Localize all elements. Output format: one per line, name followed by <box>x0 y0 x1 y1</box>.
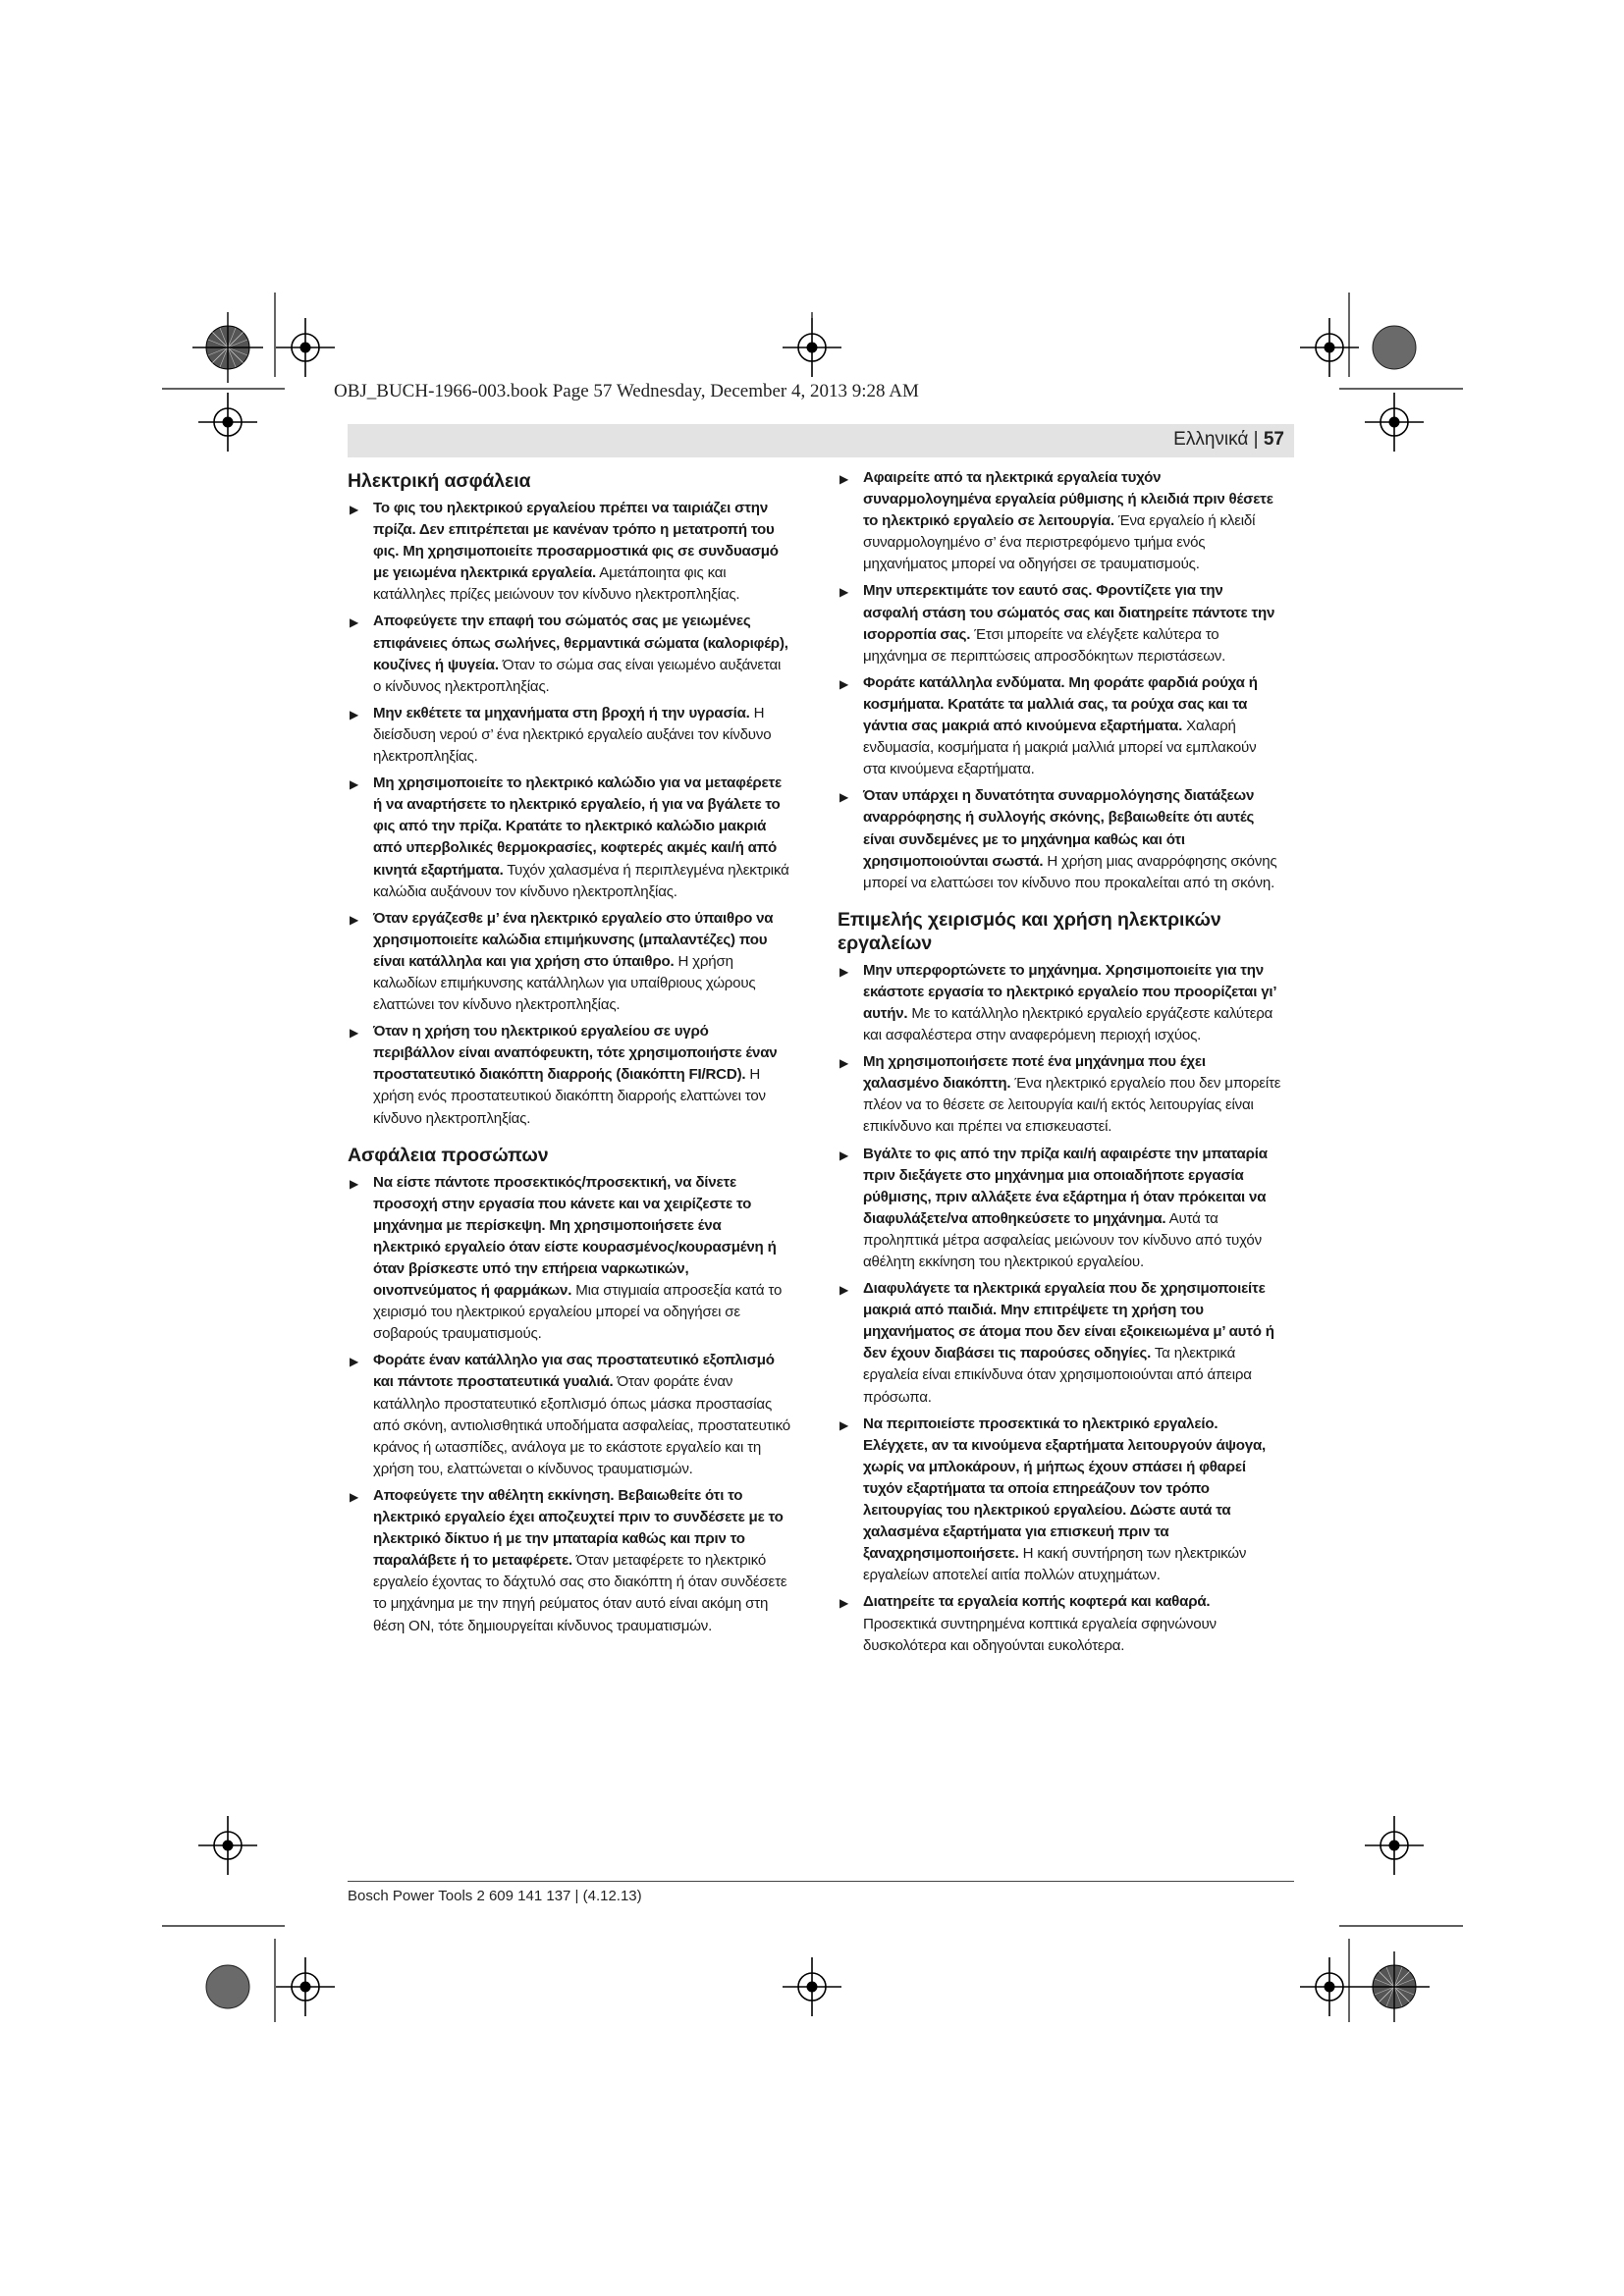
bullet-arrow-icon: ▶ <box>839 1596 849 1611</box>
safety-item <box>838 672 1281 780</box>
safety-item-explanation: Αμετάποιητα φις και κατάλληλες πρίζες μειώνουν τον κίνδυνο ηλεκτροπληξίας. <box>373 564 740 604</box>
bullet-arrow-icon: ▶ <box>839 472 849 486</box>
bullet-arrow-icon: ▶ <box>350 503 359 516</box>
safety-item-instruction: Διαφυλάγετε τα ηλεκτρικά εργαλεία που δε χρησιμοποιείτε μακριά από παιδιά. Μην επιτρέψετε τη χρήση του μηχανήματος σε άτομα που δεν είναι εξοικειωμένα μ’ αυτό ή δεν έχουν διαβάσει τις παρούσες οδηγίες. <box>863 1280 1274 1362</box>
safety-item-instruction: Μη χρησιμοποιήσετε ποτέ ένα μηχάνημα που έχει χαλασμένο διακόπτη. <box>863 1053 1206 1093</box>
section-heading: Ασφάλεια προσώπων <box>348 1144 549 1166</box>
safety-item-explanation: Έτσι μπορείτε να ελέγξετε καλύτερα το μηχάνημα σε περιπτώσεις απροσδόκητων περιστάσεων. <box>863 625 1226 665</box>
safety-item-instruction: Αποφεύγετε την επαφή του σώματός σας με γειωμένες επιφάνειες όπως σωλήνες, θερμαντικά σώματα (καλοριφέρ), κουζίνες ή ψυγεία. <box>373 613 788 673</box>
bullet-arrow-icon: ▶ <box>839 1056 849 1071</box>
bullet-arrow-icon: ▶ <box>839 1283 849 1298</box>
bullet-arrow-icon: ▶ <box>839 964 849 979</box>
safety-item-instruction: Φοράτε έναν κατάλληλο για σας προστατευτικό εξοπλισμό και πάντοτε προστατευτικά γυαλιά. <box>373 1352 775 1391</box>
safety-item <box>838 1144 1281 1274</box>
safety-item-instruction: Φοράτε κατάλληλα ενδύματα. Μη φοράτε φαρδιά ρούχα ή κοσμήματα. Κρατάτε τα μαλλιά σας, τα ρούχα σας και τα γάντια σας μακριά από κινούμενα εξαρτήματα. <box>863 673 1258 735</box>
safety-item <box>348 1485 791 1637</box>
safety-item <box>348 773 791 903</box>
safety-item <box>838 580 1281 667</box>
section-heading: Ηλεκτρική ασφάλεια <box>348 470 531 492</box>
safety-item-instruction: Μη χρησιμοποιείτε το ηλεκτρικό καλώδιο για να μεταφέρετε ή να αναρτήσετε το ηλεκτρικό εργαλείο, ή για να βγάλετε το φις από την πρίζα. Κρατάτε το ηλεκτρικό καλώδιο μακριά από υπερβολικές θερμοκρασίες, κοφτερές ακμές και/ή από κινητά εξαρτήματα. <box>373 774 782 879</box>
bullet-arrow-icon: ▶ <box>839 585 849 600</box>
safety-item <box>838 1414 1281 1587</box>
bullet-arrow-icon: ▶ <box>350 777 359 792</box>
bullet-arrow-icon: ▶ <box>350 1355 359 1369</box>
safety-item-instruction: Το φις του ηλεκτρικού εργαλείου πρέπει να ταιριάζει στην πρίζα. Δεν επιτρέπεται με κανέναν τρόπο η μετατροπή του φις. Μη χρησιμοποιείτε προσαρμοστικά φις σε συνδυασμό με γειωμένα ηλεκτρικά εργαλεία. <box>373 500 779 582</box>
bullet-arrow-icon: ▶ <box>839 790 849 805</box>
safety-item-explanation: Η κακή συντήρηση των ηλεκτρικών εργαλείων αποτελεί αιτία πολλών ατυχημάτων. <box>863 1545 1247 1584</box>
safety-item-instruction: Όταν υπάρχει η δυνατότητα συναρμολόγησης διατάξεων αναρρόφησης ή συλλογής σκόνης, βεβαιωθείτε ότι αυτές είναι συνδεμένες με το μηχάνημα καθώς και ότι χρησιμοποιούνται σωστά. <box>863 787 1255 870</box>
footer: Bosch Power Tools 2 609 141 137 | (4.12.13) <box>348 1888 642 1904</box>
safety-item <box>838 467 1281 575</box>
safety-item-instruction: Μην υπερεκτιμάτε τον εαυτό σας. Φροντίζετε για την ασφαλή στάση του σώματός σας και διατηρείτε πάντοτε την ισορροπία σας. <box>863 582 1275 643</box>
safety-item <box>348 703 791 768</box>
safety-item-explanation: Με το κατάλληλο ηλεκτρικό εργαλείο εργάζεστε καλύτερα και ασφαλέστερα στην αναφερόμενη περιοχή ισχύος. <box>863 1004 1273 1044</box>
safety-item-instruction: Αφαιρείτε από τα ηλεκτρικά εργαλεία τυχόν συναρμολογημένα εργαλεία ρύθμισης ή κλειδιά πριν θέσετε το ηλεκτρικό εργαλείο σε λειτουργία. <box>863 469 1273 530</box>
safety-item-instruction: Μην εκθέτετε τα μηχανήματα στη βροχή ή την υγρασία. <box>373 704 750 721</box>
print-header: OBJ_BUCH-1966-003.book Page 57 Wednesday, December 4, 2013 9:28 AM <box>334 381 919 401</box>
safety-item-explanation: Τα ηλεκτρικά εργαλεία είναι επικίνδυνα όταν χρησιμοποιούνται από άπειρα πρόσωπα. <box>863 1345 1252 1406</box>
safety-item-instruction: Να περιποιείστε προσεκτικά το ηλεκτρικό εργαλείο. Ελέγχετε, αν τα κινούμενα εξαρτήματα λειτουργούν άψογα, χωρίς να μπλοκάρουν, ή μήπως έχουν σπάσει ή φθαρεί τυχόν εξαρτήματα τα οποία επηρεάζουν τον τρόπο λειτουργίας του ηλεκτρικού εργαλείου. Δώστε αυτά τα χαλασμένα εξαρτήματα για επισκευή πριν τα ξαναχρησιμοποιήσετε. <box>863 1415 1267 1563</box>
safety-item-explanation: Η χρήση καλωδίων επιμήκυνσης κατάλληλων για υπαίθριους χώρους ελαττώνει τον κίνδυνο ηλεκτροπληξίας. <box>373 952 756 1014</box>
safety-item-instruction: Όταν εργάζεσθε μ’ ένα ηλεκτρικό εργαλείο στο ύπαιθρο να χρησιμοποιείτε καλώδια επιμήκυνσης (μπαλαντέζες) που είναι κατάλληλα και για χρήση στο ύπαιθρο. <box>373 909 774 970</box>
bullet-arrow-icon: ▶ <box>350 912 359 927</box>
running-header-text: Ελληνικά | 57 <box>1173 429 1284 450</box>
safety-item <box>838 1278 1281 1409</box>
safety-item-explanation: Προσεκτικά συντηρημένα κοπτικά εργαλεία σφηνώνουν δυσκολότερα και οδηγούνται ευκολότερα. <box>863 1615 1217 1654</box>
safety-item <box>838 1591 1281 1656</box>
safety-item-instruction: Βγάλτε το φις από την πρίζα και/ή αφαιρέστε την μπαταρία πριν διεξάγετε στο μηχάνημα μια οποιαδήποτε εργασία ρύθμισης, πριν αλλάξετε ένα εξάρτημα ή όταν πρόκειται να διαφυλάξετε/να αποθηκεύσετε το μηχάνημα. <box>863 1145 1268 1227</box>
safety-item-explanation: Τυχόν χαλασμένα ή περιπλεγμένα ηλεκτρικά καλώδια αυξάνουν τον κίνδυνο ηλεκτροπληξίας. <box>373 861 789 900</box>
safety-item <box>838 960 1281 1046</box>
bullet-arrow-icon: ▶ <box>350 1489 359 1504</box>
safety-item-explanation: Ένα ηλεκτρικό εργαλείο που δεν μπορείτε πλέον να το θέσετε σε λειτουργία και/ή εκτός λειτουργίας είναι επικίνδυνο και πρέπει να επισκευαστεί. <box>863 1075 1281 1136</box>
safety-item-instruction: Αποφεύγετε την αθέλητη εκκίνηση. Βεβαιωθείτε ότι το ηλεκτρικό εργαλείο έχει αποζευχτεί πριν το συνδέσετε με το ηλεκτρικό δίκτυο ή με την μπαταρία καθώς και πριν το παραλάβετε ή το μεταφέρετε. <box>373 1486 784 1570</box>
safety-item-explanation: Όταν φοράτε έναν κατάλληλο προστατευτικό εξοπλισμό όπως μάσκα προστασίας από σκόνη, αντιολισθητικά υποδήματα ασφαλείας, προστατευτικό κράνος ή ωτασπίδες, ανάλογα με το εκάστοτε εργαλείο και τη χρήση του, ελαττώνεται ο κίνδυνος τραυματισμών. <box>373 1373 790 1477</box>
safety-item <box>838 785 1281 893</box>
safety-item-explanation: Όταν μεταφέρετε το ηλεκτρικό εργαλείο έχοντας το δάχτυλό σας στο διακόπτη ή όταν συνδέσετε το μηχάνημα με την πηγή ρεύματος όταν αυτό είναι ακόμη στη θέση ON, τότε δημιουργείται κίνδυνος τραυματισμών. <box>373 1552 787 1634</box>
footer-rule <box>348 1881 1294 1882</box>
safety-item-explanation: Η χρήση ενός προστατευτικού διακόπτη διαρροής ελαττώνει τον κίνδυνο ηλεκτροπληξίας. <box>373 1066 766 1127</box>
right-column <box>838 467 1281 1662</box>
language-label: Ελληνικά <box>1173 429 1249 450</box>
bullet-arrow-icon: ▶ <box>350 615 359 630</box>
left-column <box>348 469 791 1642</box>
safety-item-explanation: Η χρήση μιας αναρρόφησης σκόνης μπορεί να ελαττώσει τον κίνδυνο που προκαλείται από τη σκόνη. <box>863 852 1277 891</box>
safety-item <box>348 1172 791 1346</box>
bullet-arrow-icon: ▶ <box>350 1026 359 1041</box>
safety-item-explanation: Όταν το σώμα σας είναι γειωμένο αυξάνεται ο κίνδυνος ηλεκτροπληξίας. <box>373 656 782 695</box>
safety-item <box>348 1350 791 1480</box>
safety-item <box>348 908 791 1016</box>
section-heading: Επιμελής χειρισμός και χρήση ηλεκτρικών εργαλείων <box>838 908 1221 954</box>
safety-item-explanation: Χαλαρή ενδυμασία, κοσμήματα ή μακριά μαλλιά μπορεί να εμπλακούν στα κινούμενα εξαρτήματα. <box>863 718 1257 778</box>
bullet-arrow-icon: ▶ <box>839 1417 849 1432</box>
safety-item-explanation: Η διείσδυση νερού σ’ ένα ηλεκτρικό εργαλείο αυξάνει τον κίνδυνο ηλεκτροπληξίας. <box>373 704 772 766</box>
safety-item <box>348 498 791 606</box>
safety-item-explanation: Μια στιγμιαία απροσεξία κατά το χειρισμό του ηλεκτρικού εργαλείου μπορεί να οδηγήσει σε σοβαρούς τραυματισμούς. <box>373 1282 783 1343</box>
bullet-arrow-icon: ▶ <box>839 1148 849 1162</box>
safety-item-explanation: Αυτά τα προληπτικά μέτρα ασφαλείας μειώνουν τον κίνδυνο από τυχόν αθέλητη εκκίνηση του ηλεκτρικού εργαλείου. <box>863 1209 1262 1270</box>
bullet-arrow-icon: ▶ <box>839 676 849 691</box>
page-number: 57 <box>1263 429 1284 450</box>
bullet-arrow-icon: ▶ <box>350 707 359 721</box>
safety-item-instruction: Μην υπερφορτώνετε το μηχάνημα. Χρησιμοποιείτε για την εκάστοτε εργασία το ηλεκτρικό εργαλείο που προορίζεται γι’ αυτήν. <box>863 961 1276 1022</box>
safety-item-instruction: Όταν η χρήση του ηλεκτρικού εργαλείου σε υγρό περιβάλλον είναι αναπόφευκτη, τότε χρησιμοποιήστε έναν προστατευτικό διακόπτη διαρροής (διακόπτη FI/RCD). <box>373 1023 778 1084</box>
safety-item <box>348 611 791 697</box>
safety-item-instruction: Να είστε πάντοτε προσεκτικός/προσεκτική, να δίνετε προσοχή στην εργασία που κάνετε και να χειρίζεστε το μηχάνημα με περίσκεψη. Μη χρησιμοποιήσετε ένα ηλεκτρικό εργαλείο όταν είστε κουρασμένος/κουρασμένη ή όταν βρίσκεστε υπό την επήρεια ναρκωτικών, οινοπνεύματος ή φαρμάκων. <box>373 1173 777 1300</box>
bullet-arrow-icon: ▶ <box>350 1176 359 1191</box>
running-header <box>348 424 1294 457</box>
safety-item <box>348 1021 791 1129</box>
safety-item <box>838 1051 1281 1138</box>
safety-item-instruction: Διατηρείτε τα εργαλεία κοπής κοφτερά και καθαρά. <box>863 1593 1211 1611</box>
safety-item-explanation: Ένα εργαλείο ή κλειδί συναρμολογημένο σ’ ένα περιστρεφόμενο τμήμα ενός μηχανήματος μπορεί να οδηγήσει σε τραυματισμούς. <box>863 512 1256 573</box>
